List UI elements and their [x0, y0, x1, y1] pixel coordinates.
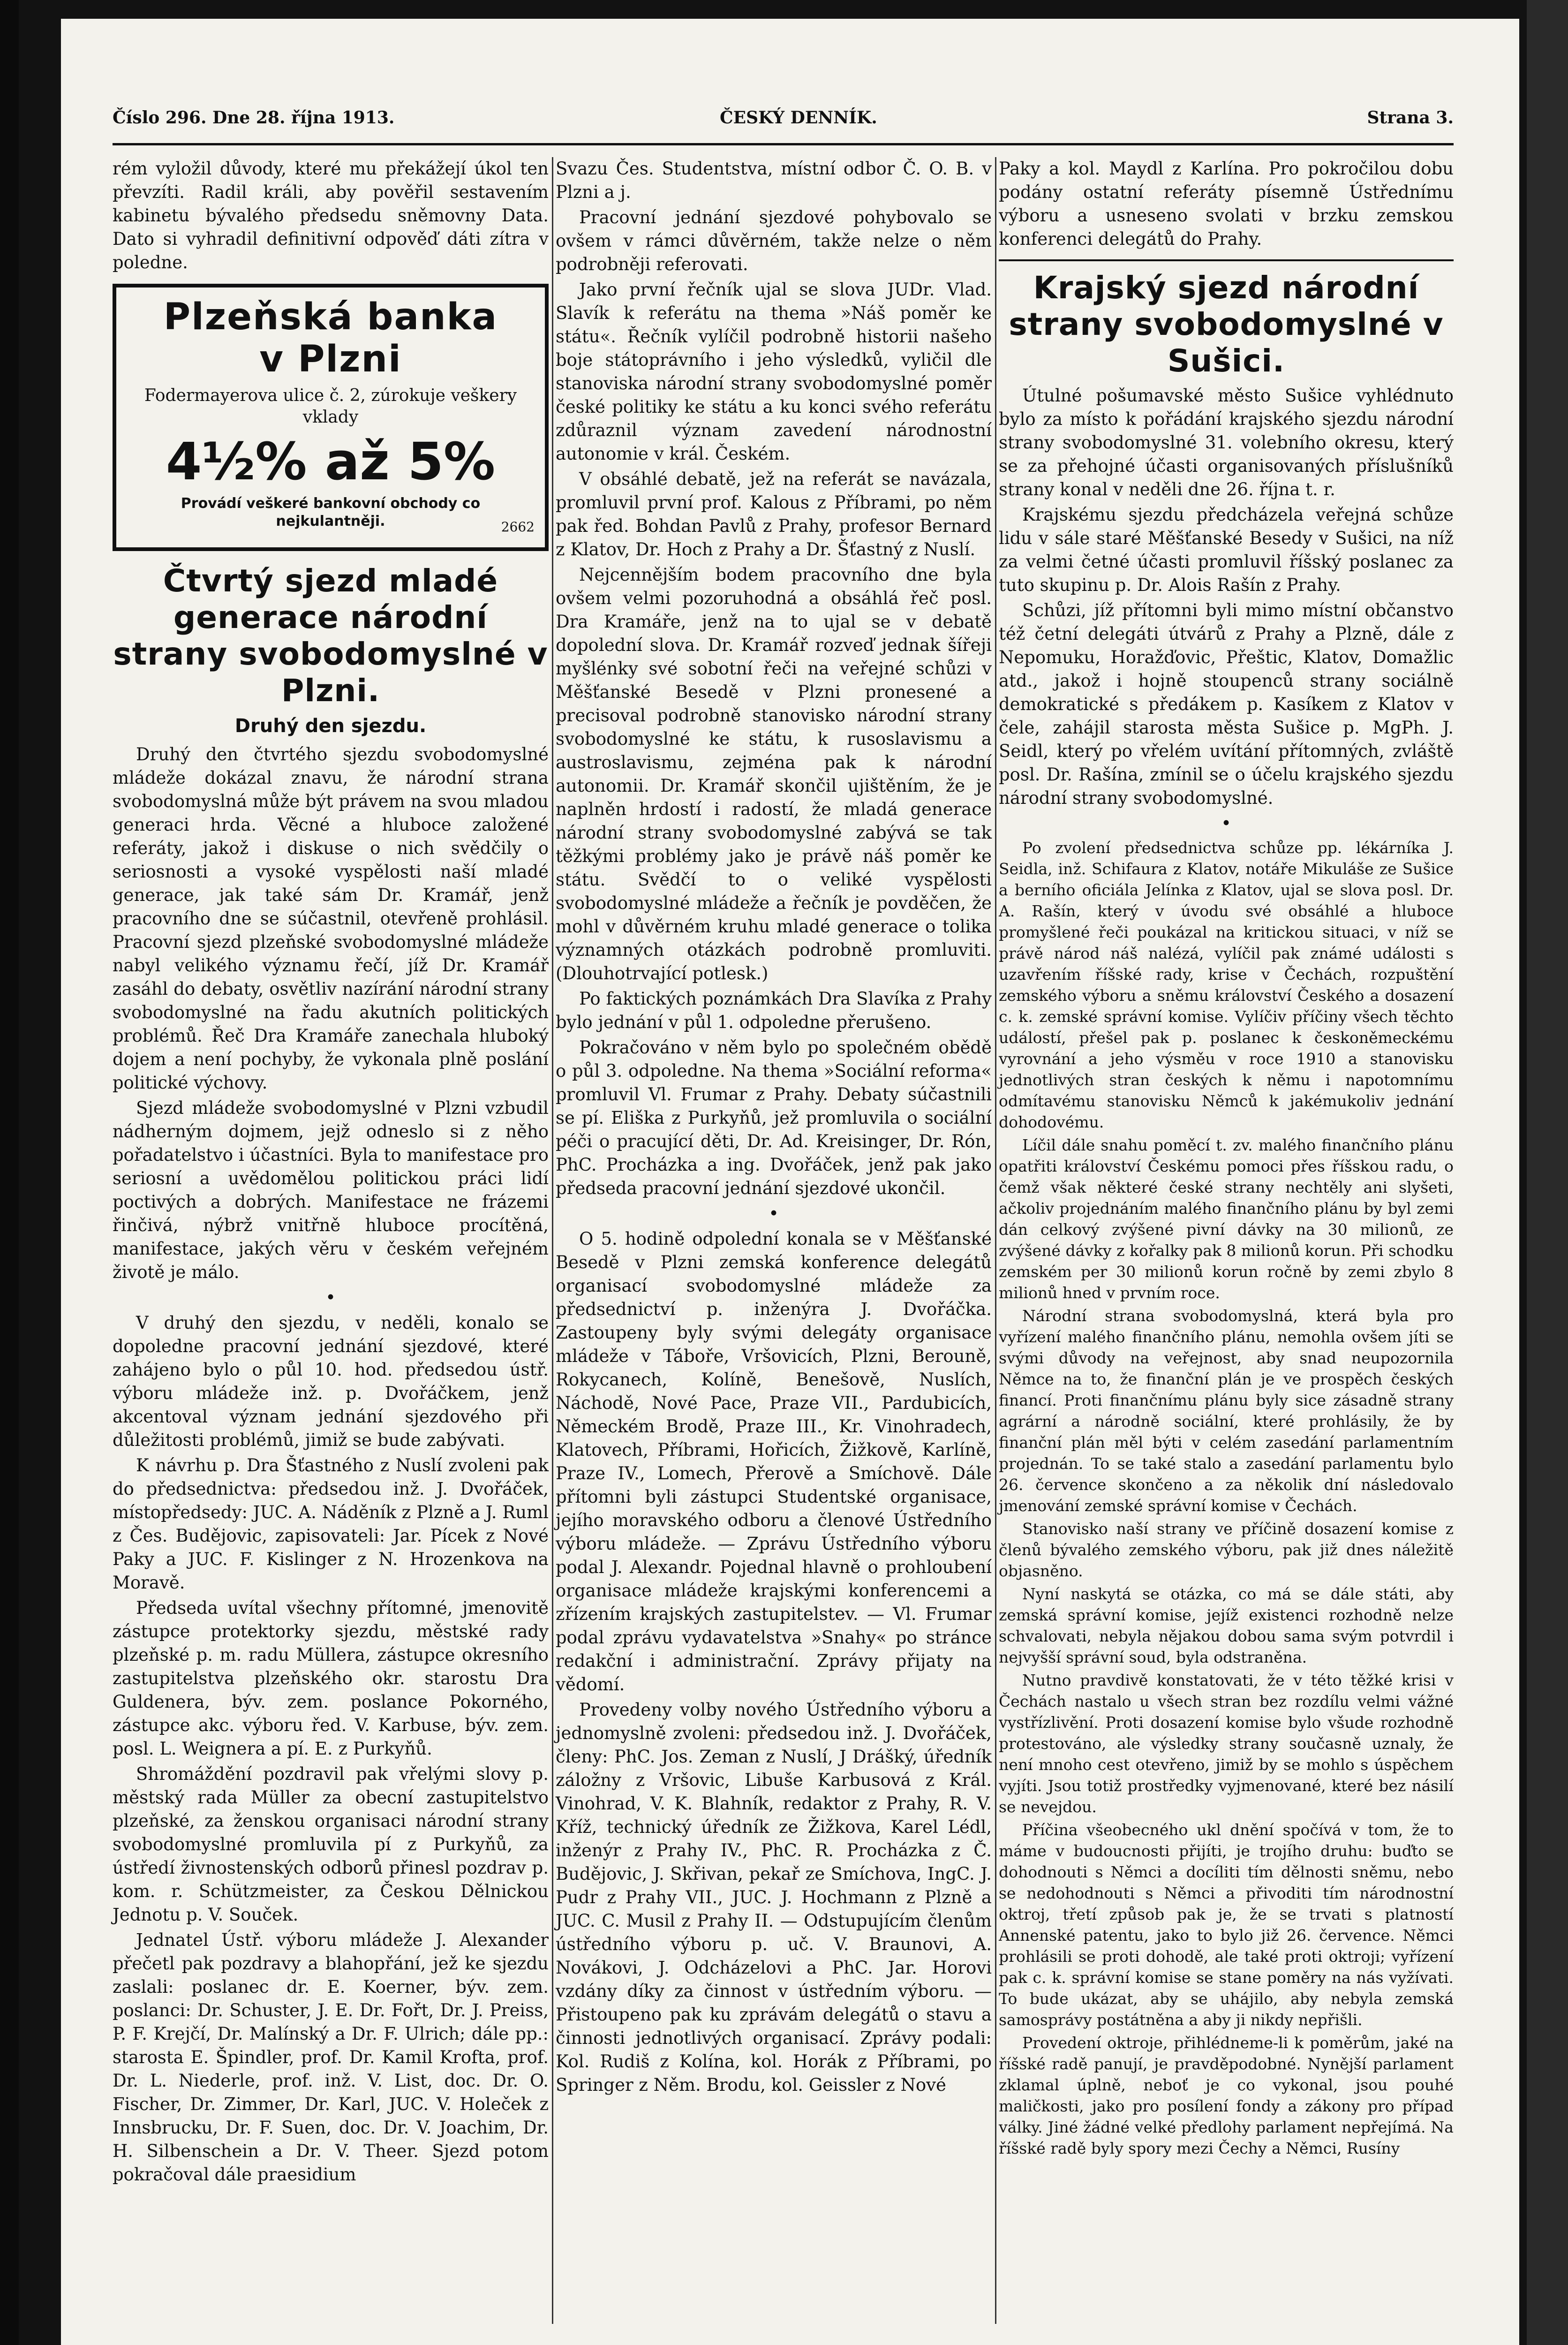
- column-2: [556, 157, 992, 2099]
- paragraph: Stanovisko naší strany ve příčině dosazení komise z členů bývalého zemského výboru, pak již dnes náležitě objasněno.: [999, 1520, 1454, 1580]
- paragraph: Provedeny volby nového Ústředního výboru a jednomyslně zvoleni: předsedou inž. J. Dvořáček, členy: PhC. Jos. Zeman z Nuslí, J Drášký, úředník záložny z Vršovic, Libuše Karbusová z Král. Vinohrad, V. K. Blahník, redaktor z Prahy, R. V. Kříž, technický úředník ze Žižkova, Karel Lédl, inženýr z Prahy IV., PhC. R. Procházka z Č. Budějovic, J. Skřivan, pekař ze Smíchova, IngC. J. Pudr z Prahy VII., JUC. J. Hochmann z Plzně a JUC. C. Musil z Prahy II. — Odstupujícím členům ústředního výboru p. uč. V. Braunovi, A. Novákovi, J. Odcházelovi a PhC. Jar. Horovi vzdány díky za činnost v ústředním výboru. — Přistoupeno pak ku zprávám delegátů o stavu a činnosti jednotlivých organisací. Zprávy podali: Kol. Rudiš z Kolína, kol. Horák z Příbrami, po Springer z Něm. Brodu, kol. Geissler z Nové: [556, 1700, 992, 2095]
- page-header: [113, 108, 1454, 141]
- paragraph: Pracovní jednání sjezdové pohybovalo se ovšem v rámci důvěrném, takže nelze o něm podrobněji referovati.: [556, 207, 992, 274]
- paragraph: V obsáhlé debatě, jež na referát se navázala, promluvil první prof. Kalous z Příbrami, po něm pak řed. Bohdan Pavlů z Prahy, profesor Bernard z Klatov, Dr. Hoch z Prahy a Dr. Šťastný z Nuslí.: [556, 469, 992, 560]
- paragraph: Předseda uvítal všechny přítomné, jmenovitě zástupce protektorky sjezdu, městské rady plzeňské p. m. radu Müllera, zástupce okresního zastupitelstva plzeňského okr. starostu Dra Guldenera, býv. zem. poslance Pokorného, zástupce akc. výboru řed. V. Karbuse, býv. zem. posl. L. Weignera a pí. E. z Purkyňů.: [113, 1598, 549, 1759]
- paragraph: Jednatel Ústř. výboru mládeže J. Alexander přečetl pak pozdravy a blahopřání, jež ke sjezdu zaslali: poslanec dr. E. Koerner, býv. zem. poslanci: Dr. Schuster, J. E. Dr. Fořt, Dr. J. Preiss, P. F. Krejčí, Dr. Malínský a Dr. F. Ulrich; dále pp.: starosta E. Špindler, prof. Dr. Kamil Krofta, prof. Dr. L. Niederle, prof. inž. V. List, doc. Dr. O. Fischer, Dr. Zimmer, Dr. Karl, JUC. V. Holeček z Innsbrucku, Dr. F. Suen, doc. Dr. V. Joachim, Dr. H. Silbenschein a Dr. V. Theer. Sjezd potom pokračoval dále praesidium: [113, 1930, 549, 2185]
- ad-interest-rate: 4½% až 5%: [166, 431, 496, 492]
- section-rule: [999, 259, 1454, 261]
- paragraph: Po faktických poznámkách Dra Slavíka z Prahy bylo jednání v půl 1. odpoledne přerušeno.: [556, 989, 992, 1032]
- ad-title: Plzeňská banka: [163, 296, 498, 338]
- paragraph: Příčina všeobecného ukl dnění spočívá v tom, že to máme v budoucnosti přijíti, je trojího druhu: buďto se dohodnouti s Němci a docíliti tím dělnosti sněmu, nebo se nedohodnouti s Němci a přivoditi tím národnostní oktroj, třetí způsob pak je, že se trvati s platností Annenské patentu, jako to bylo již 26. července. Němci prohlásili se proti dohodě, ale také proti oktroji; vyřízení pak c. k. správní komise se stane poměry na nás vyžívati. To bude ukázat, aby se uhájilo, aby nebyla zemská samosprávy postátněna a aby ji nikdy nepřišli.: [999, 1821, 1454, 2029]
- paragraph: Pokračováno v něm bylo po společném obědě o půl 3. odpoledne. Na thema »Sociální reforma« promluvil Vl. Frumar z Prahy. Debaty súčastnili se pí. Eliška z Purkyňů, jež promluvila o sociální péči o pracující děti, Dr. Ad. Kreisinger, Dr. Rón, PhC. Procházka a ing. Dvořáček, jenž pak jako předseda pracovní jednání sjezdové ukončil.: [556, 1037, 992, 1198]
- article-headline: Krajský sjezd národní strany svobodomyslné v Sušici.: [1009, 270, 1444, 379]
- paragraph: Paky a kol. Maydl z Karlína. Pro pokročilou dobu podány ostatní referáty písemně Ústřednímu výboru a usneseno svolati v brzku zemskou konferenci delegátů do Prahy.: [999, 159, 1454, 249]
- page-number: Strana 3.: [1367, 108, 1454, 128]
- ad-title-city: v Plzni: [259, 338, 402, 380]
- masthead: ČESKÝ DENNÍK.: [720, 108, 877, 128]
- paragraph: K návrhu p. Dra Šťastného z Nuslí zvoleni pak do předsednictva: předsedou inž. J. Dvořáček, místopředsedy: JUC. A. Náděník z Plzně a J. Ruml z Čes. Budějovic, zapisovateli: Jar. Pícek z Nové Paky a JUC. F. Kislinger z N. Hrozenkova na Moravě.: [113, 1455, 549, 1593]
- bullet-separator: •: [769, 1203, 779, 1224]
- issue-info: Číslo 296. Dne 28. října 1913.: [113, 108, 395, 128]
- column-divider: [552, 157, 553, 2324]
- ad-footer: Provádí veškeré bankovní obchody co nejkulantněji.: [181, 495, 481, 530]
- paragraph: Po zvolení předsednictva schůze pp. lékárníka J. Seidla, inž. Schifaura z Klatov, notáře Mikuláše ze Sušice a berního oficiála Jelínka z Klatov, ujal se slova posl. Dr. A. Rašín, který v úvodu své obsáhlé a hluboce promyšlené řeči poukázal na kritickou situaci, v níž se právě národ náš nalézá, vylíčil pak známé události s uzavřením říšské rady, krise v Čechách, rozpuštění zemského výboru a sněmu království Českého a dosazení c. k. zemské správní komise. Vylíčiv příčiny všech těchto událostí, přešel pak p. poslanec k českoněmeckému vyrovnání a jeho výsměu v roce 1910 a stanovisku jednotlivých stran českých k němu i napotomnímu odmítavému stanovisku Němců k jakémukoliv jednání dohodovému.: [999, 839, 1454, 1131]
- paragraph: Svazu Čes. Studentstva, místní odbor Č. O. B. v Plzni a j.: [556, 159, 992, 202]
- bullet-separator: •: [325, 1287, 336, 1308]
- paragraph: Druhý den čtvrtého sjezdu svobodomyslné mládeže dokázal znavu, že národní strana svobodomyslná může být právem na svou mladou generaci hrda. Věcné a hluboce založené referáty, jakož i diskuse o nich svědčily o seriosnosti a vysoké vyspělosti naší mladé generace, jak také sám Dr. Kramář, jenž pracovního dne se súčastnil, otevřeně prohlásil. Pracovní sjezd plzeňské svobodomyslné mládeže nabyl velikého významu řečí, jíž Dr. Kramář zasáhl do debaty, osvětliv nazírání národní strany svobodomyslné na řadu akutních politických problémů. Řeč Dra Kramáře zanechala hluboký dojem a není pochyby, že vykonala plně poslání politické výchovy.: [113, 744, 549, 1093]
- paragraph: Útulné pošumavské město Sušice vyhlédnuto bylo za místo k pořádání krajského sjezdu národní strany svobodomyslné 31. volebního okresu, který se za přehojné účasti organisovaných příslušníků strany konal v neděli dne 26. října t. r.: [999, 386, 1454, 499]
- paragraph: Provedení oktroje, přihlédneme-li k poměrům, jaké na říšské radě panují, je pravděpodobné. Nynější parlament zklamal úplně, neboť je co vykonal, jsou pouhé maličkosti, jako pro posílení fondy a zákony pro případ války. Jiné žádné velké předlohy parlament nepřejímá. Na říšské radě byly spory mezi Čechy a Němci, Rusíny: [999, 2034, 1454, 2157]
- ad-address: Fodermayerova ulice č. 2, zúrokuje veškery vklady: [144, 386, 517, 427]
- scan-right-edge: [1527, 0, 1568, 2345]
- paragraph: Sjezd mládeže svobodomyslné v Plzni vzbudil nádherným dojmem, jejž odneslo si z něho pořadatelstvo i účastníci. Byla to manifestace pro seriosní a uvědomělou politickou práci lidí poctivých a dobrých. Manifestace ne frázemi řinčivá, nýbrž vnitřně hluboce procítěná, manifestace, jakých věru v českém veřejném životě je málo.: [113, 1098, 549, 1282]
- article-continuation: rém vyložil důvody, které mu překážejí úkol ten převzíti. Radil králi, aby pověřil sestavením kabinetu bývalého předsedu sněmovny Data. Dato si vyhradil definitivní odpověď dáti zítra v poledne.: [113, 159, 549, 272]
- paragraph: O 5. hodině odpolední konala se v Měšťanské Besedě v Plzni zemská konference delegátů organisací svobodomyslné mládeže za předsednictví p. inženýra J. Dvořáčka. Zastoupeny byly svými delegáty organisace mládeže v Táboře, Vršovicích, Plzni, Berouně, Rokycanech, Kolíně, Benešově, Nuslích, Náchodě, Nové Pace, Praze VII., Pardubicích, Německém Brodě, Praze III., Kr. Vinohradech, Klatovech, Příbrami, Hořicích, Žižkově, Karlíně, Praze IV., Lomech, Přerově a Smíchově. Dále přítomni byli zástupci Studentské organisace, jejího moravského odboru a členové Ústředního výboru mládeže. — Zprávu Ústředního výboru podal J. Alexandr. Pojednal hlavně o prohloubení organisace mládeže krajskými konferencemi a zřízením krajských zastupitelstev. — Vl. Frumar podal zprávu vydavatelstva »Snahy« po stránce redakční i administrační. Zprávy přijaty na vědomí.: [556, 1229, 992, 1694]
- column-divider: [995, 157, 996, 2324]
- article-subheading: Druhý den sjezdu.: [234, 715, 427, 737]
- column-1: [113, 157, 549, 2188]
- paragraph: Krajskému sjezdu předcházela veřejná schůze lidu v sále staré Měšťanské Besedy v Sušici, na níž za velmi četné účasti promluvil říšský poslanec za tuto skupinu p. Dr. Alois Rašín z Prahy.: [999, 505, 1454, 595]
- article-headline: Čtvrtý sjezd mladé generace národní strany svobodomyslné v Plzni.: [113, 563, 548, 709]
- paragraph: Shromáždění pozdravil pak vřelými slovy p. městský rada Müller za obecní zastupitelstvo plzeňské, za ženskou organisaci národní strany svobodomyslné promluvila pí z Purkyňů, za ústředí živnostenských odborů přinesl pozdrav p. kom. r. Schützmeister, za Českou Dělnickou Jednotu p. V. Souček.: [113, 1764, 549, 1925]
- paragraph: Nyní naskytá se otázka, co má se dále státi, aby zemská správní komise, jejíž existenci rozhodně nelze schvalovati, nebyla nějakou dobou sama svým potvrdil i nejvyšší správní soud, byla odstraněna.: [999, 1585, 1454, 1666]
- paragraph: Schůzi, jíž přítomni byli mimo místní občanstvo též četní delegáti útvárů z Prahy a Plzně, dále z Nepomuku, Horažďovic, Přeštic, Klatov, Domažlic atd., jakož i hojně stoupenců strany sociálně demokratické s předákem p. Kasíkem z Klatov v čele, zahájil starosta města Sušice p. MgPh. J. Seidl, který po vřelém uvítání přítomných, zvláště posl. Dr. Rašína, zmínil se o účelu krajského sjezdu národní strany svobodomyslné.: [999, 600, 1454, 808]
- paragraph: Nutno pravdivě konstatovati, že v této těžké krisi v Čechách nastalo u všech stran bez rozdílu velmi vážné vystřízlivění. Proti dosazení komise bylo všude rozhodně protestováno, ale výsledky strany současně uznaly, že není mnoho cest otevřeno, jimiž by se mohlo s úspěchem vyjíti. Jsou totiž prostředky vyjmenované, které bez násilí se nevejdou.: [999, 1671, 1454, 1816]
- paragraph: Jako první řečník ujal se slova JUDr. Vlad. Slavík k referátu na thema »Náš poměr ke státu«. Řečník vylíčil podrobně historii našeho boje státoprávního i jeho výsledků, vyličil dle stanoviska národní strany svobodomyslné poměr české politiky ke státu a ku konci svého referátu zdůraznil význam zavedení národnostní autonomie v král. Českém.: [556, 280, 992, 464]
- ad-number: 2662: [501, 519, 535, 535]
- paragraph: Národní strana svobodomyslná, která byla pro vyřízení malého finančního plánu, nemohla ovšem jíti se svými důvody na veřejnost, aby snad neupozornila Němce na to, že finanční plán je ve prospěch českých financí. Proti finančnímu plánu byly sice zásadně strany agrární a národně sociální, které prohlásily, že by finanční plán měl býti v celém zasedání parlamentním projednán. To se také stalo a zasedání parlamentu bylo 26. července skončeno a za několik dní následovalo jmenování zemské správní komise v Čechách.: [999, 1307, 1454, 1515]
- bullet-separator: •: [1221, 813, 1231, 833]
- scan-left-edge: [0, 0, 19, 2345]
- bank-advertisement: [113, 284, 549, 551]
- header-rule: [113, 143, 1454, 145]
- paragraph: Líčil dále snahu poměcí t. zv. malého finančního plánu opatřiti království Českému pomoci přes říšskou radu, o čemž však některé české strany nechtěly ani slyšeti, ačkoliv projednáním malého finančního plánu by byl zemi dán celkový zvýšené pivní dávky na 30 milionů, ze zvýšené dávky z kořalky pak 8 milionů korun. Při schodku zemském per 30 milionů korun ročně by zemi zbylo 8 milionů hned v prvním roce.: [999, 1136, 1454, 1302]
- paragraph: V druhý den sjezdu, v neděli, konalo se dopoledne pracovní jednání sjezdové, které zahájeno bylo o půl 10. hod. předsedou ústř. výboru mládeže inž. p. Dvořáčkem, jenž akcentoval význam jednání sjezdového při důležitosti problémů, jimiž se bude zabývati.: [113, 1313, 549, 1450]
- paragraph: Nejcennějším bodem pracovního dne byla ovšem velmi pozoruhodná a obsáhlá řeč posl. Dra Kramáře, jenž na to ujal se v debatě dopolední slova. Dr. Kramář rozveď jednak šířeji myšlénky své sobotní řeči na veřejné schůzi v Měšťanské Besedě v Plzni pronesené a precisoval podrobně stanovisko národní strany svobodomyslné ke státu, k rusoslavismu a austroslavismu, zejména pak k národní autonomii. Dr. Kramář skončil ujištěním, že je naplněn hrdostí i radostí, že mladá generace národní strany svobodomyslné zabývá se tak těžkými problémy jako je právě náš poměr ke státu. Svědčí to o veliké vyspělosti svobodomyslné mládeže a řečník je povděčen, že mohl v důvěrném kruhu mladé generace o tolika významných otázkách podrobně promluviti. (Dlouhotrvající potlesk.): [556, 565, 992, 983]
- newspaper-page: [61, 19, 1519, 2345]
- column-3: [999, 157, 1454, 2161]
